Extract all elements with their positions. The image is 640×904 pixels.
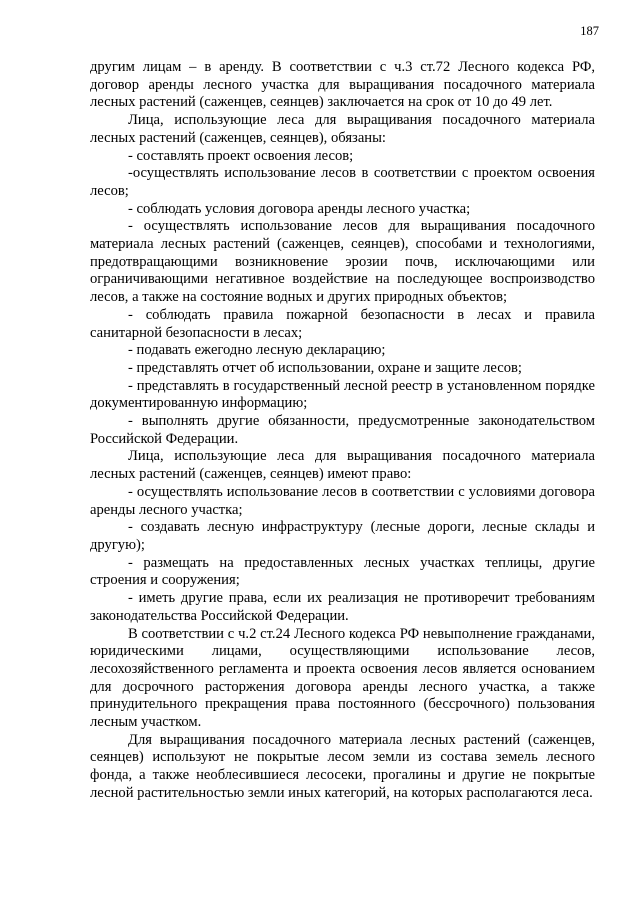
page-number: 187 — [580, 24, 599, 38]
list-item-obligation: - соблюдать правила пожарной безопасности в лесах и правила санитарной безопасности в лесах; — [90, 306, 595, 341]
list-item-right: - создавать лесную инфраструктуру (лесные дороги, лесные склады и другую); — [90, 519, 595, 553]
list-item-obligation: - подавать ежегодно лесную декларацию; — [128, 342, 386, 359]
list-item-obligation: - представлять отчет об использовании, охране и защите лесов; — [128, 359, 522, 376]
paragraph-obligations-intro: Лица, использующие леса для выращивания посадочного материала лесных растений (саженцев, сеянцев), обязаны: — [90, 112, 595, 146]
list-item-right: - иметь другие права, если их реализация не противоречит требованиям законодательства Российской Федерации. — [90, 590, 595, 624]
paragraph-lease-term: другим лицам – в аренду. В соответствии с ч.3 ст.72 Лесного кодекса РФ, договор аренды лесного участка для выращивания посадочного материала лесных растений (саженцев, сеянцев) заключается на срок от 10 до 49 лет. — [90, 59, 595, 111]
list-item-obligation: - выполнять другие обязанности, предусмотренные законодательством Российской Федерации. — [90, 413, 595, 447]
list-item-right: - размещать на предоставленных лесных участках теплицы, другие строения и сооружения; — [90, 554, 595, 589]
list-item-obligation: - осуществлять использование лесов для выращивания посадочного материала лесных растений (саженцев, сеянцев), способами и технологиями, предотвращающими возникновение эрозии почв, исключающими или ограничивающими негативное воздействие на последующее воспроизводство лесов, а также на состояние водных и других природных объектов; — [90, 218, 595, 306]
body-text — [90, 59, 595, 803]
list-item-obligation: - соблюдать условия договора аренды лесного участка; — [128, 200, 471, 217]
list-item-obligation: - составлять проект освоения лесов; — [128, 147, 354, 164]
paragraph-termination: В соответствии с ч.2 ст.24 Лесного кодекса РФ невыполнение гражданами, юридическими лицами, осуществляющими использование лесов, лесохозяйственного регламента и проекта освоения лесов является основанием для досрочного расторжения договора аренды лесного участка, а также принудительного прекращения права постоянного (бессрочного) пользования лесным участком. — [90, 625, 595, 731]
paragraph-rights-intro: Лица, использующие леса для выращивания посадочного материала лесных растений (саженцев, сеянцев) имеют право: — [90, 448, 595, 483]
list-item-obligation: -осуществлять использование лесов в соответствии с проектом освоения лесов; — [90, 165, 595, 199]
list-item-obligation: - представлять в государственный лесной реестр в установленном порядке документированную информацию; — [90, 377, 595, 412]
list-item-right: - осуществлять использование лесов в соответствии с условиями договора аренды лесного участка; — [90, 483, 595, 518]
paragraph-land-use: Для выращивания посадочного материала лесных растений (саженцев, сеянцев) используют не покрытые лесом земли из состава земель лесного фонда, а также необлесившиеся лесосеки, прогалины и другие не покрытые лесной растительностью земли иных категорий, на которых располагаются леса. — [90, 731, 595, 801]
